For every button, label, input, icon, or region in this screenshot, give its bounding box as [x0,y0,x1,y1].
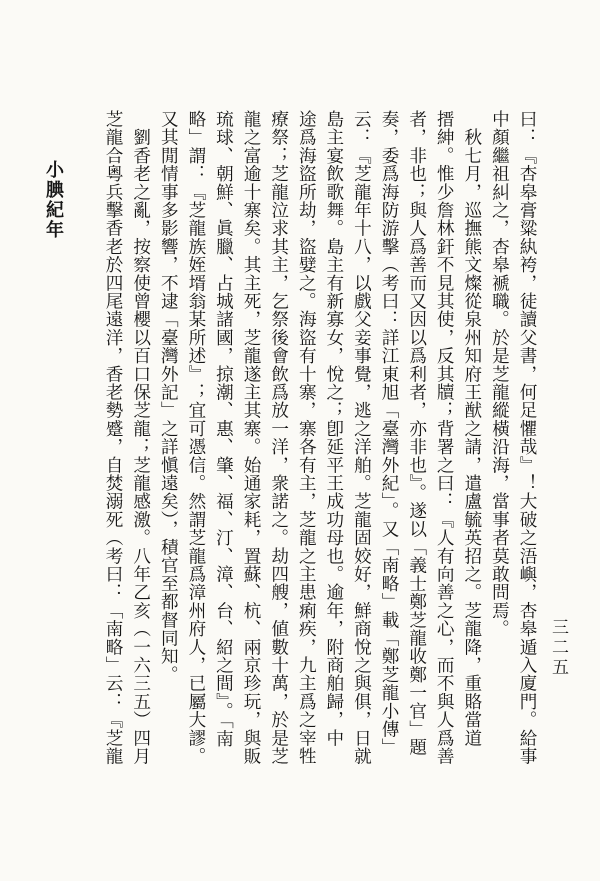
text-line: 芝龍合粵兵擊香老於四尾遠洋，香老勢蹙，自焚溺死（考曰：「南略」云：『芝龍 [103,110,124,766]
text-line: 曰：『杏皋膏粱紈袴，徒讀父書，何足懼哉』！大破之浯嶼，杏皋遁入廈門。給事 [517,110,537,766]
text-line: 龍之富逾十寨矣。其主死，芝龍遂主其寨。始通家耗，置蘇、杭、兩京珍玩，與販 [241,110,262,766]
text-line: 途爲海盜所劫，盜嬖之。海盜有十寨，寨各有主，芝龍之主患痢疾，九主爲之宰牲 [296,110,317,766]
text-line: 云：『芝龍年十八，以戲父妾事覺，逃之洋舶。芝龍固姣好，鮮商悅之與俱，日就 [351,110,372,766]
text-line: 搢紳。惟少詹林釬不見其使，反其牘；背署之曰：『人有向善之心，而不與人爲善 [434,110,455,766]
text-line: 秋七月，巡撫熊文燦從泉州知府王猷之請，遣盧毓英招之。芝龍降，重賂當道 [461,110,482,747]
text-line: 奏，委爲海防游擊（考曰：詳江東旭「臺灣外紀」。又「南略」載「鄭芝龍小傳」 [379,110,400,757]
running-title: 小腆紀年 [43,160,64,240]
body-text [70,110,540,810]
text-line: 劉香老之亂，按察使曾櫻以百口保芝龍；芝龍感激。八年乙亥（一六三五）四月 [130,110,151,766]
text-line: 療祭；芝龍泣求其主，乞祭後會飲爲放一洋，衆諾之。劫四艘，値數十萬，於是芝 [268,110,289,766]
text-line: 者，非也；與人爲善而又因以爲利者，亦非也』。遂以「義士鄭芝龍收鄭一官」題 [406,110,427,757]
page-number: 三二五 [548,618,568,678]
text-line: 琉球、朝鮮、眞臘、占城諸國，掠潮、惠、肇、福、汀、漳、台、紹之間』。「南 [213,110,234,748]
text-line: 島主宴飲歌舞。島主有新寡女，悅之；卽延平王成功母也。逾年，附商舶歸，中 [323,110,344,747]
text-line: 中顏繼祖糾之，杏皋褫職。於是芝龍縱橫沿海，當事者莫敢問焉。 [489,110,510,638]
text-line: 略」謂：『芝龍族姪壻翁某所述』；宜可憑信。然謂芝龍爲漳州府人，已屬大謬。 [185,110,206,766]
text-line: 又其閒情事多影響，不逮「臺灣外記」之詳愼遠矣），積官至都督同知。 [158,110,179,684]
